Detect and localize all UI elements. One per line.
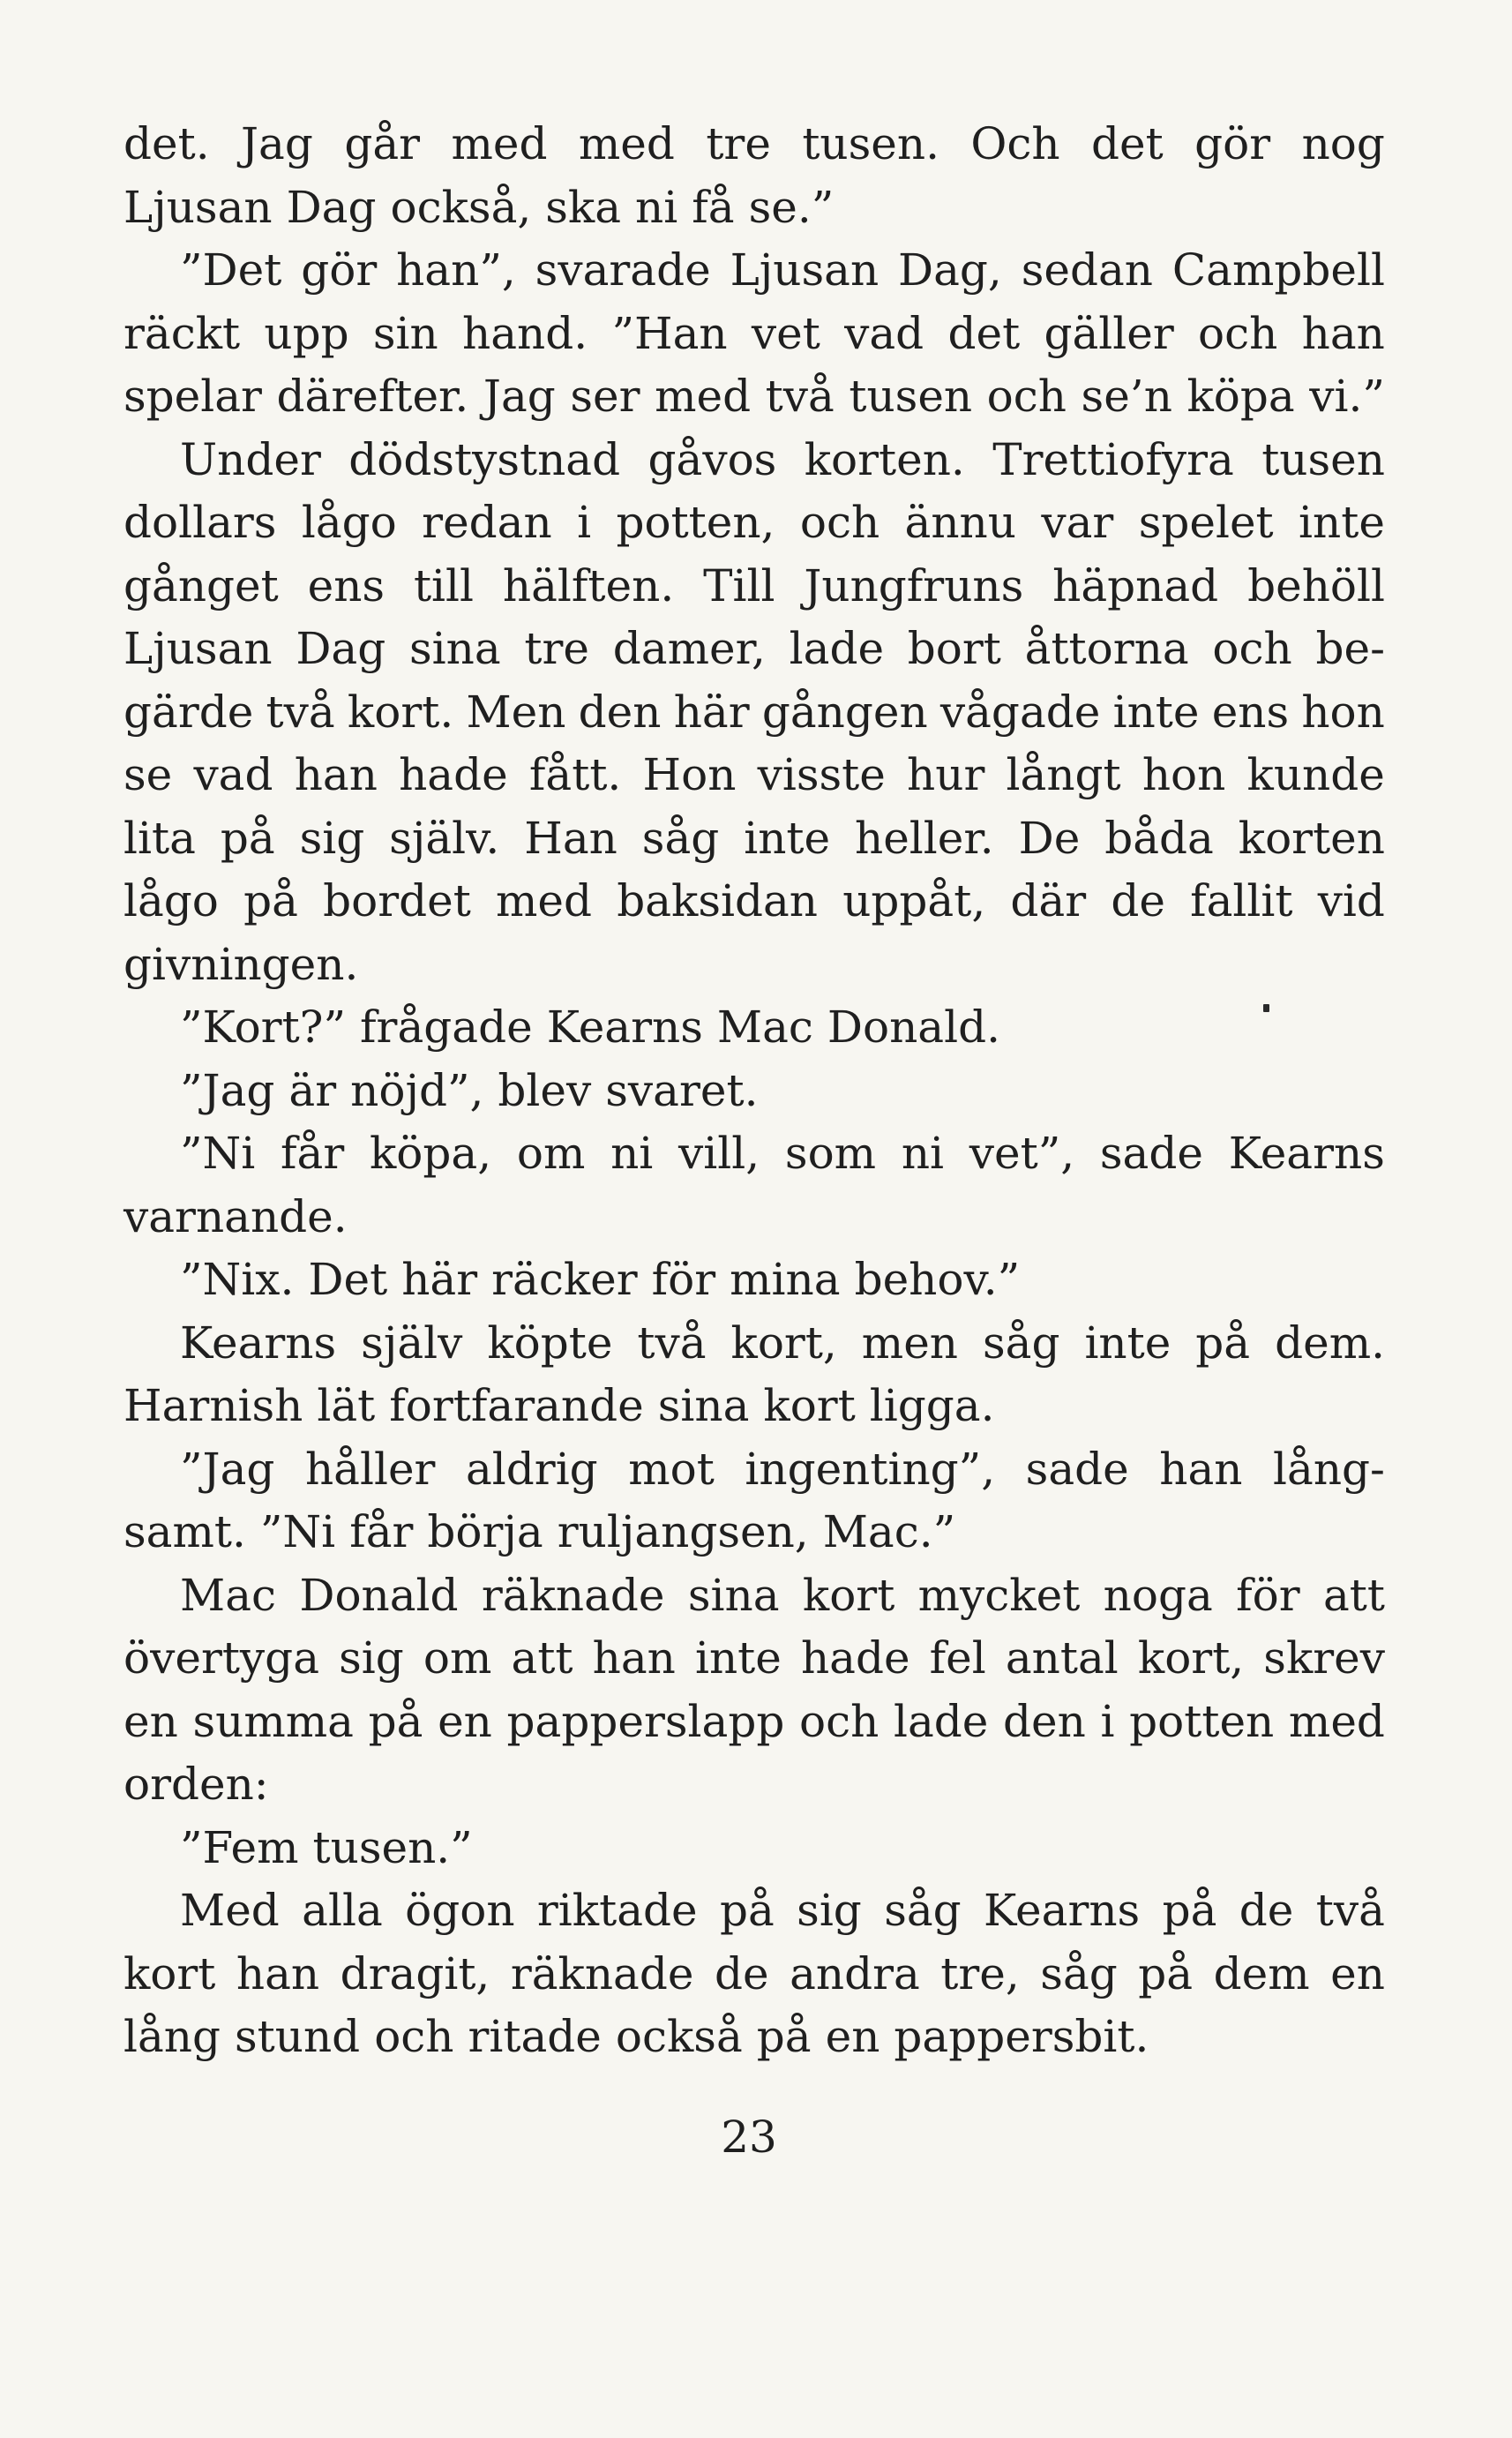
word: hon xyxy=(1301,686,1385,738)
word: ens xyxy=(307,559,385,611)
word: köpa, xyxy=(370,1128,492,1179)
word: en xyxy=(124,1695,178,1747)
text-line xyxy=(124,1879,1385,1943)
word: spelar xyxy=(124,371,262,422)
word: korten xyxy=(1238,812,1385,864)
word: bort xyxy=(907,623,1001,674)
text-line xyxy=(124,744,1385,807)
text-line xyxy=(124,365,1385,429)
word: ”Han xyxy=(611,307,728,359)
word: vad xyxy=(193,749,273,800)
word: korten. xyxy=(804,433,965,485)
word: stund xyxy=(235,2011,361,2062)
word: Det xyxy=(308,1254,388,1305)
word: med xyxy=(578,118,675,169)
word: med xyxy=(496,875,593,926)
word: sina xyxy=(657,1380,750,1431)
text-line xyxy=(124,1627,1385,1691)
word: ni xyxy=(635,181,678,233)
word: han xyxy=(294,749,378,800)
word: pappersbit. xyxy=(894,2011,1149,2062)
word: dollars xyxy=(124,497,277,548)
word: ”Jag xyxy=(180,1443,275,1495)
word: en xyxy=(825,2011,880,2062)
word: redan xyxy=(422,497,552,548)
word: gärde xyxy=(124,686,254,738)
text-line xyxy=(124,618,1385,681)
word: sade xyxy=(1025,1443,1129,1495)
word: Trettiofyra xyxy=(992,433,1234,485)
word: går xyxy=(344,118,421,169)
word: sig xyxy=(339,1632,404,1684)
text-line xyxy=(124,681,1385,745)
word: ”Nix. xyxy=(180,1254,295,1305)
word: han xyxy=(1301,307,1385,359)
word: ruljangsen, xyxy=(557,1506,809,1557)
text-line xyxy=(124,176,1385,240)
word: vet”, xyxy=(969,1128,1075,1179)
word: också, xyxy=(390,181,532,233)
word: köpa xyxy=(1186,371,1295,422)
word: här xyxy=(673,686,750,738)
word: köpte xyxy=(487,1317,613,1369)
word: båda xyxy=(1104,812,1214,864)
word: spelet xyxy=(1138,497,1274,548)
word: ”Ni xyxy=(259,1506,336,1557)
word: orden: xyxy=(124,1759,269,1810)
word: för xyxy=(1236,1569,1300,1621)
word: till xyxy=(413,559,475,611)
word: antal xyxy=(1005,1632,1119,1684)
word: papperslapp xyxy=(506,1695,785,1747)
text-line xyxy=(124,1817,1385,1880)
word: det. xyxy=(124,118,210,169)
word: Kearns xyxy=(180,1317,337,1369)
word: tusen. xyxy=(802,118,939,169)
word: sig xyxy=(299,812,365,864)
word: på xyxy=(243,875,298,926)
word: räcker xyxy=(491,1254,638,1305)
word: på xyxy=(220,812,275,864)
word: Jag xyxy=(241,118,313,169)
word: det xyxy=(947,307,1021,359)
word: gåvos xyxy=(647,433,777,485)
word: Hon xyxy=(642,749,737,800)
word: nöjd”, xyxy=(350,1064,484,1116)
text-line xyxy=(124,429,1385,492)
word: såg xyxy=(982,1317,1060,1369)
word: gånget xyxy=(124,559,279,611)
word: Ljusan xyxy=(124,181,273,233)
word: Campbell xyxy=(1171,244,1385,296)
word: två xyxy=(266,686,335,738)
word: en xyxy=(438,1695,492,1747)
word: lång xyxy=(124,2011,221,2062)
text-line xyxy=(124,555,1385,619)
word: sina xyxy=(409,623,501,674)
word: ögon xyxy=(405,1885,515,1936)
print-speck xyxy=(1263,1004,1269,1012)
word: mot xyxy=(628,1443,715,1495)
word: också xyxy=(615,2011,743,2062)
word: kort xyxy=(802,1569,895,1621)
word: riktade xyxy=(536,1885,698,1936)
word: se’n xyxy=(1081,371,1172,422)
word: ni xyxy=(901,1128,945,1179)
word: två xyxy=(1315,1885,1385,1936)
word: Och xyxy=(970,118,1060,169)
body-text xyxy=(124,113,1385,2069)
word: hade xyxy=(800,1632,910,1684)
text-line xyxy=(124,1438,1385,1502)
word: hand. xyxy=(462,307,588,359)
word: räknade xyxy=(510,1947,694,1999)
word: är xyxy=(288,1064,337,1116)
word: vill, xyxy=(678,1128,760,1179)
word: ingenting”, xyxy=(745,1443,996,1495)
word: ens xyxy=(1211,686,1290,738)
word: varnande. xyxy=(124,1190,348,1242)
word: gäller xyxy=(1044,307,1174,359)
word: Till xyxy=(703,559,775,611)
word: behöll xyxy=(1247,559,1385,611)
word: och xyxy=(799,497,880,548)
word: bordet xyxy=(323,875,471,926)
word: Donald xyxy=(299,1569,459,1621)
text-line xyxy=(124,996,1385,1060)
text-line xyxy=(124,113,1385,176)
word: hade xyxy=(399,749,508,800)
word: tre xyxy=(706,118,771,169)
word: själv. xyxy=(389,812,500,864)
word: kort xyxy=(763,1380,856,1431)
word: kort xyxy=(124,1947,216,1999)
word: på xyxy=(1195,1317,1251,1369)
word: fått. xyxy=(528,749,622,800)
word: svarade xyxy=(535,244,711,296)
word: få xyxy=(692,181,735,233)
text-line xyxy=(124,239,1385,303)
word: gör xyxy=(301,244,378,296)
text-line xyxy=(124,1375,1385,1438)
word: Harnish xyxy=(124,1380,303,1431)
word: med xyxy=(1288,1695,1385,1747)
word: baksidan xyxy=(617,875,819,926)
word: inte xyxy=(1299,497,1385,548)
word: var xyxy=(1041,497,1114,548)
text-line xyxy=(124,1060,1385,1123)
word: ser xyxy=(570,371,640,422)
word: tusen.” xyxy=(312,1821,473,1873)
word: på xyxy=(1162,1885,1217,1936)
word: se xyxy=(124,749,173,800)
word: sina xyxy=(687,1569,780,1621)
text-line xyxy=(124,870,1385,934)
word: ”Fem xyxy=(180,1821,299,1873)
word: kort, xyxy=(1137,1632,1245,1684)
word: lågo xyxy=(301,497,397,548)
word: som xyxy=(784,1128,877,1179)
word: mina xyxy=(730,1254,841,1305)
word: på xyxy=(756,2011,812,2062)
word: det xyxy=(1091,118,1164,169)
text-line xyxy=(124,1943,1385,2007)
word: om xyxy=(516,1128,586,1179)
word: lade xyxy=(893,1695,989,1747)
word: lågo xyxy=(124,875,219,926)
word: de xyxy=(714,1947,769,1999)
word: såg xyxy=(641,812,720,864)
word: att xyxy=(511,1632,573,1684)
word: vi.” xyxy=(1309,371,1385,422)
word: vad xyxy=(844,307,924,359)
word: nog xyxy=(1301,118,1385,169)
word: heller. xyxy=(855,812,994,864)
word: en xyxy=(1330,1947,1385,1999)
word: givningen. xyxy=(124,938,359,990)
text-line xyxy=(124,1501,1385,1564)
word: uppåt, xyxy=(842,875,986,926)
word: vid xyxy=(1317,875,1385,926)
word: på xyxy=(719,1885,775,1936)
word: och xyxy=(986,371,1067,422)
word: räknade xyxy=(481,1569,665,1621)
word: sig xyxy=(797,1885,862,1936)
word: börja xyxy=(427,1506,543,1557)
word: tre, xyxy=(940,1947,1020,1999)
word: för xyxy=(651,1254,716,1305)
word: de xyxy=(1111,875,1165,926)
word: Mac xyxy=(716,1001,813,1053)
word: ligga. xyxy=(869,1380,995,1431)
word: räckt xyxy=(124,307,241,359)
text-line xyxy=(124,807,1385,871)
word: åttorna xyxy=(1024,623,1189,674)
word: De xyxy=(1018,812,1081,864)
word: i xyxy=(1100,1695,1115,1747)
word: kort. xyxy=(347,686,454,738)
word: Mac xyxy=(180,1569,277,1621)
word: därefter. xyxy=(276,371,469,422)
word: håller xyxy=(304,1443,436,1495)
text-line xyxy=(124,491,1385,555)
word: Donald. xyxy=(827,1001,1000,1053)
word: fortfarande xyxy=(389,1380,644,1431)
text-line xyxy=(124,1564,1385,1628)
word: sade xyxy=(1099,1128,1203,1179)
word: med xyxy=(451,118,548,169)
word: med xyxy=(655,371,752,422)
word: om xyxy=(423,1632,492,1684)
word: och xyxy=(799,1695,880,1747)
word: lät xyxy=(317,1380,376,1431)
word: potten, xyxy=(616,497,775,548)
word: upp xyxy=(264,307,349,359)
word: vet xyxy=(751,307,820,359)
word: själv xyxy=(361,1317,463,1369)
word: sedan xyxy=(1021,244,1153,296)
word: dragit, xyxy=(340,1947,490,1999)
word: blev xyxy=(498,1064,592,1116)
word: behov.” xyxy=(854,1254,1021,1305)
word: får xyxy=(281,1128,345,1179)
text-line xyxy=(124,934,1385,997)
word: ”Det xyxy=(180,244,282,296)
word: tre xyxy=(524,623,590,674)
word: gången xyxy=(761,686,928,738)
word: ”Kort?” xyxy=(180,1001,347,1053)
text-line xyxy=(124,1122,1385,1186)
word: de xyxy=(1239,1885,1294,1936)
word: ni xyxy=(610,1128,654,1179)
word: hon xyxy=(1141,749,1226,800)
word: inte xyxy=(1112,686,1200,738)
word: den xyxy=(578,686,662,738)
word: samt. xyxy=(124,1506,246,1557)
word: potten xyxy=(1129,1695,1275,1747)
word: på xyxy=(1138,1947,1194,1999)
word: Han xyxy=(524,812,618,864)
word: damer, xyxy=(612,623,766,674)
word: såg xyxy=(884,1885,962,1936)
word: hälften. xyxy=(502,559,675,611)
word: tusen xyxy=(1261,433,1385,485)
text-line xyxy=(124,1249,1385,1312)
word: ännu xyxy=(904,497,1016,548)
text-line xyxy=(124,1753,1385,1817)
word: kort, xyxy=(730,1317,837,1369)
word: Kearns xyxy=(546,1001,703,1053)
word: Dag xyxy=(286,181,377,233)
word: be- xyxy=(1315,623,1385,674)
word: övertyga xyxy=(124,1632,319,1684)
word: får xyxy=(349,1506,414,1557)
word: och xyxy=(1212,623,1292,674)
word: och xyxy=(374,2011,454,2062)
word: två xyxy=(637,1317,707,1369)
text-line xyxy=(124,1691,1385,1754)
word: den xyxy=(1003,1695,1086,1747)
word: Ljusan xyxy=(730,244,880,296)
word: Kearns xyxy=(1228,1128,1385,1179)
word: fallit xyxy=(1190,875,1293,926)
word: mycket xyxy=(917,1569,1081,1621)
word: noga xyxy=(1103,1569,1213,1621)
word: ska xyxy=(545,181,622,233)
word: inte xyxy=(744,812,831,864)
word: lade xyxy=(789,623,885,674)
word: två xyxy=(765,371,835,422)
word: Jag xyxy=(483,371,556,422)
text-line xyxy=(124,2006,1385,2069)
word: Jungfruns xyxy=(804,559,1024,611)
word: dem. xyxy=(1275,1317,1385,1369)
word: hur xyxy=(907,749,985,800)
word: aldrig xyxy=(465,1443,598,1495)
word: gör xyxy=(1194,118,1271,169)
word: andra xyxy=(790,1947,920,1999)
word: inte xyxy=(694,1632,782,1684)
word: han”, xyxy=(396,244,516,296)
word: Med xyxy=(180,1885,280,1936)
word: långt xyxy=(1006,749,1121,800)
word: och xyxy=(1198,307,1278,359)
text-line xyxy=(124,1312,1385,1376)
word: i xyxy=(577,497,592,548)
word: Kearns xyxy=(984,1885,1141,1936)
word: skrev xyxy=(1263,1632,1385,1684)
word: där xyxy=(1010,875,1087,926)
word: kunde xyxy=(1246,749,1385,800)
word: Men xyxy=(466,686,566,738)
word: alla xyxy=(302,1885,383,1936)
word: han xyxy=(1159,1443,1243,1495)
word: sin xyxy=(372,307,438,359)
word: se.” xyxy=(748,181,835,233)
word: att xyxy=(1322,1569,1385,1621)
word: ”Ni xyxy=(180,1128,256,1179)
word: frågade xyxy=(360,1001,533,1053)
word: dem xyxy=(1213,1947,1310,1999)
word: Mac.” xyxy=(822,1506,956,1557)
word: häpnad xyxy=(1052,559,1219,611)
word: han xyxy=(592,1632,676,1684)
word: lita xyxy=(124,812,196,864)
word: inte xyxy=(1084,1317,1171,1369)
text-line xyxy=(124,1186,1385,1249)
word: vågade xyxy=(939,686,1101,738)
word: tusen xyxy=(849,371,973,422)
word: såg xyxy=(1040,1947,1118,1999)
word: visste xyxy=(757,749,886,800)
word: lång- xyxy=(1273,1443,1385,1495)
word: fel xyxy=(929,1632,986,1684)
word: han xyxy=(236,1947,320,1999)
word: Under xyxy=(180,433,321,485)
word: här xyxy=(401,1254,478,1305)
word: på xyxy=(368,1695,423,1747)
word: svaret. xyxy=(605,1064,759,1116)
word: dödstystnad xyxy=(348,433,621,485)
word: ”Jag xyxy=(180,1064,275,1116)
word: men xyxy=(861,1317,959,1369)
page-number: 23 xyxy=(721,2112,777,2163)
word: Dag xyxy=(296,623,386,674)
word: Dag, xyxy=(898,244,1002,296)
word: Ljusan xyxy=(124,623,273,674)
word: summa xyxy=(192,1695,354,1747)
word: ritade xyxy=(468,2011,602,2062)
text-line xyxy=(124,303,1385,366)
